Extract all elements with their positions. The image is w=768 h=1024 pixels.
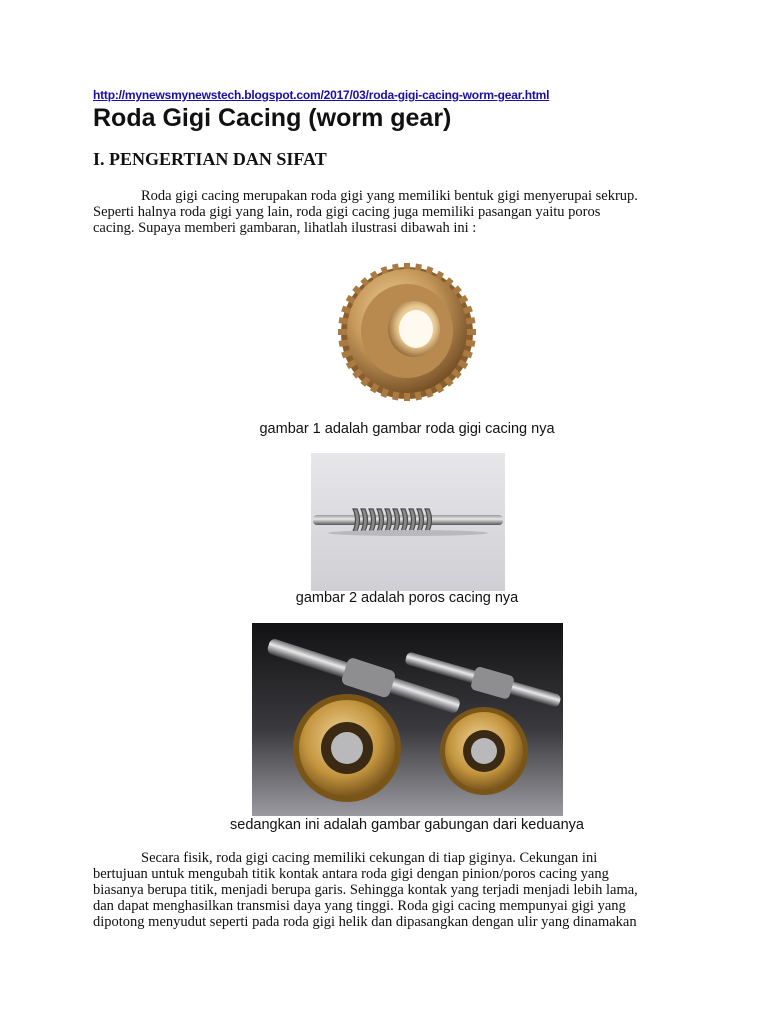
paragraph-line: cacing. Supaya memberi gambaran, lihatlah ilustrasi dibawah ini : bbox=[93, 220, 477, 236]
paragraph-line: Seperti halnya roda gigi yang lain, roda gigi cacing juga memiliki pasangan yaitu poros bbox=[93, 204, 601, 220]
figure-1-caption: gambar 1 adalah gambar roda gigi cacing nya bbox=[259, 421, 555, 437]
intro-paragraph bbox=[93, 188, 683, 236]
paragraph-line: Roda gigi cacing merupakan roda gigi yang memiliki bentuk gigi menyerupai sekrup. bbox=[141, 188, 638, 204]
paragraph-line: Secara fisik, roda gigi cacing memiliki cekungan di tiap giginya. Cekungan ini bbox=[141, 850, 598, 866]
worm-wheel-gear-photo bbox=[330, 257, 480, 402]
worm-shaft-photo bbox=[311, 453, 505, 591]
worm-gear-assembly-photo bbox=[252, 623, 563, 816]
figure-3-caption: sedangkan ini adalah gambar gabungan dari keduanya bbox=[230, 817, 584, 833]
paragraph-line: dipotong menyudut seperti pada roda gigi helik dan dipasangkan dengan ulir yang dinamakan bbox=[93, 914, 637, 930]
paragraph-line: bertujuan untuk mengubah titik kontak antara roda gigi dengan pinion/poros cacing yang bbox=[93, 866, 609, 882]
figure-2-caption: gambar 2 adalah poros cacing nya bbox=[295, 590, 519, 606]
page-title: Roda Gigi Cacing (worm gear) bbox=[93, 104, 452, 132]
paragraph-line: dan dapat menghasilkan transmisi daya yang tinggi. Roda gigi cacing mempunyai gigi yang bbox=[93, 898, 626, 914]
source-url-link[interactable]: http://mynewsmynewstech.blogspot.com/2017/03/roda-gigi-cacing-worm-gear.html bbox=[93, 88, 550, 102]
section-heading: I. PENGERTIAN DAN SIFAT bbox=[93, 149, 327, 169]
body-paragraph bbox=[93, 850, 683, 930]
paragraph-line: biasanya berupa titik, menjadi berupa garis. Sehingga kontak yang terjadi menjadi lebih lama, bbox=[93, 882, 638, 898]
